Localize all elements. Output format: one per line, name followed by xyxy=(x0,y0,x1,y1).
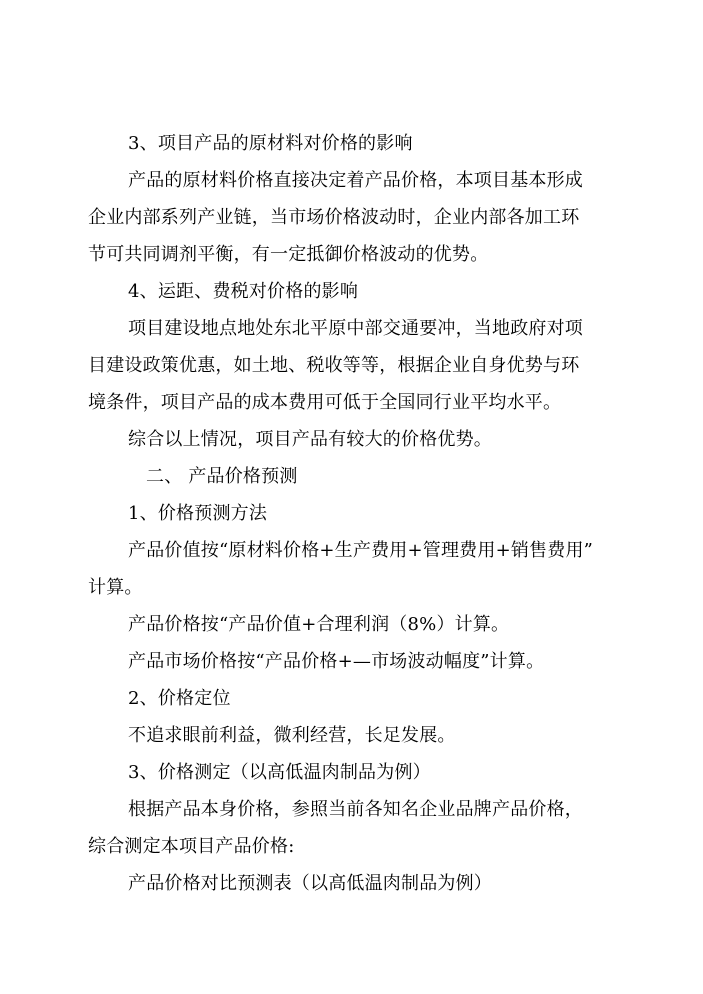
subsection-3-heading: 3、价格测定（以高低温肉制品为例） xyxy=(128,762,431,783)
summary-line: 综合以上情况，项目产品有较大的价格优势。 xyxy=(128,429,492,450)
section-3-heading: 3、项目产品的原材料对价格的影响 xyxy=(128,133,413,154)
subsection-1-heading: 1、价格预测方法 xyxy=(128,503,268,524)
paragraph-line: 根据产品本身价格，参照当前各知名企业品牌产品价格， xyxy=(128,799,583,820)
paragraph-line: 目建设政策优惠，如土地、税收等等，根据企业自身优势与环 xyxy=(88,355,580,376)
table-caption: 产品价格对比预测表（以高低温肉制品为例） xyxy=(128,873,492,894)
document-body xyxy=(88,125,618,902)
paragraph-line: 产品价格按“产品价值+合理利润（8%）计算。 xyxy=(128,614,510,635)
paragraph-line: 企业内部系列产业链，当市场价格波动时，企业内部各加工环 xyxy=(88,207,580,228)
paragraph-line: 产品市场价格按“产品价格+—市场波动幅度”计算。 xyxy=(128,651,545,672)
section-4-heading: 4、运距、费税对价格的影响 xyxy=(128,281,359,302)
paragraph-line: 不追求眼前利益，微利经营，长足发展。 xyxy=(128,725,456,746)
paragraph-line: 产品的原材料价格直接决定着产品价格，本项目基本形成 xyxy=(128,170,583,191)
subsection-2-heading: 2、价格定位 xyxy=(128,688,231,709)
paragraph-line: 综合测定本项目产品价格: xyxy=(88,836,295,857)
paragraph-line: 产品价值按“原材料价格+生产费用+管理费用+销售费用” xyxy=(128,540,594,561)
paragraph-line: 节可共同调剂平衡，有一定抵御价格波动的优势。 xyxy=(88,244,489,265)
paragraph-line: 计算。 xyxy=(88,577,143,598)
paragraph-line: 境条件，项目产品的成本费用可低于全国同行业平均水平。 xyxy=(88,392,562,413)
part-2-heading: 二、 产品价格预测 xyxy=(146,466,298,487)
paragraph-line: 项目建设地点地处东北平原中部交通要冲，当地政府对项 xyxy=(128,318,583,339)
